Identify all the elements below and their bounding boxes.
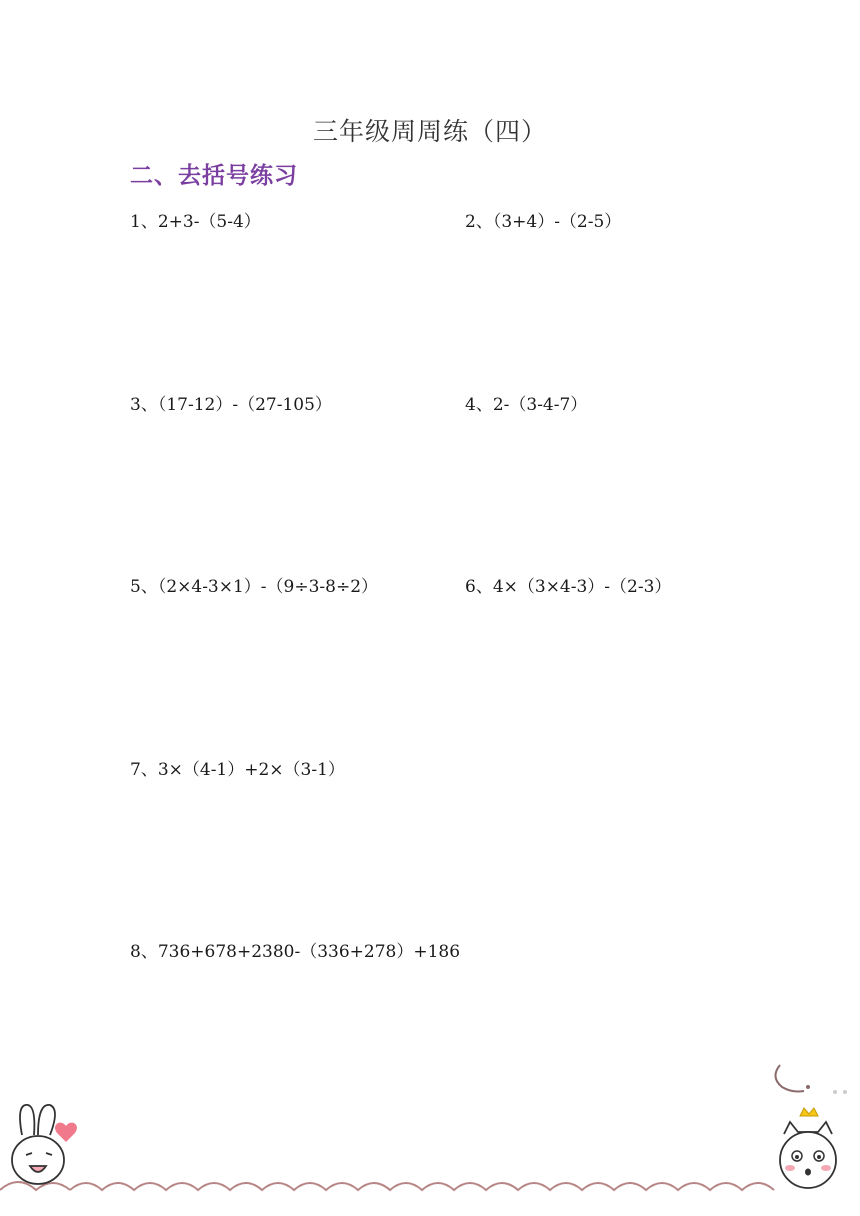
problem-3: 3、（17-12）-（27-105）: [130, 395, 332, 415]
page-title: 三年级周周练（四）: [312, 117, 547, 146]
bunny-icon: [12, 1105, 64, 1184]
corner-curl: [775, 1065, 804, 1092]
problem-4: 4、2-（3-4-7）: [465, 395, 588, 415]
scalloped-border: [0, 1182, 774, 1190]
problem-6: 6、4×（3×4-3）-（2-3）: [465, 577, 672, 597]
problem-2: 2、（3+4）-（2-5）: [465, 212, 622, 232]
heart-icon: [55, 1123, 77, 1142]
problem-8: 8、736+678+2380-（336+278）+186: [130, 942, 461, 962]
problem-5: 5、（2×4-3×1）-（9÷3-8÷2）: [130, 577, 379, 597]
cat-with-crown-icon: [780, 1108, 836, 1188]
problem-1: 1、2+3-（5-4）: [130, 212, 261, 232]
section-heading: 二、去括号练习: [130, 163, 298, 189]
footer-decoration: [0, 1060, 860, 1216]
problem-7: 7、3×（4-1）+2×（3-1）: [130, 760, 345, 780]
